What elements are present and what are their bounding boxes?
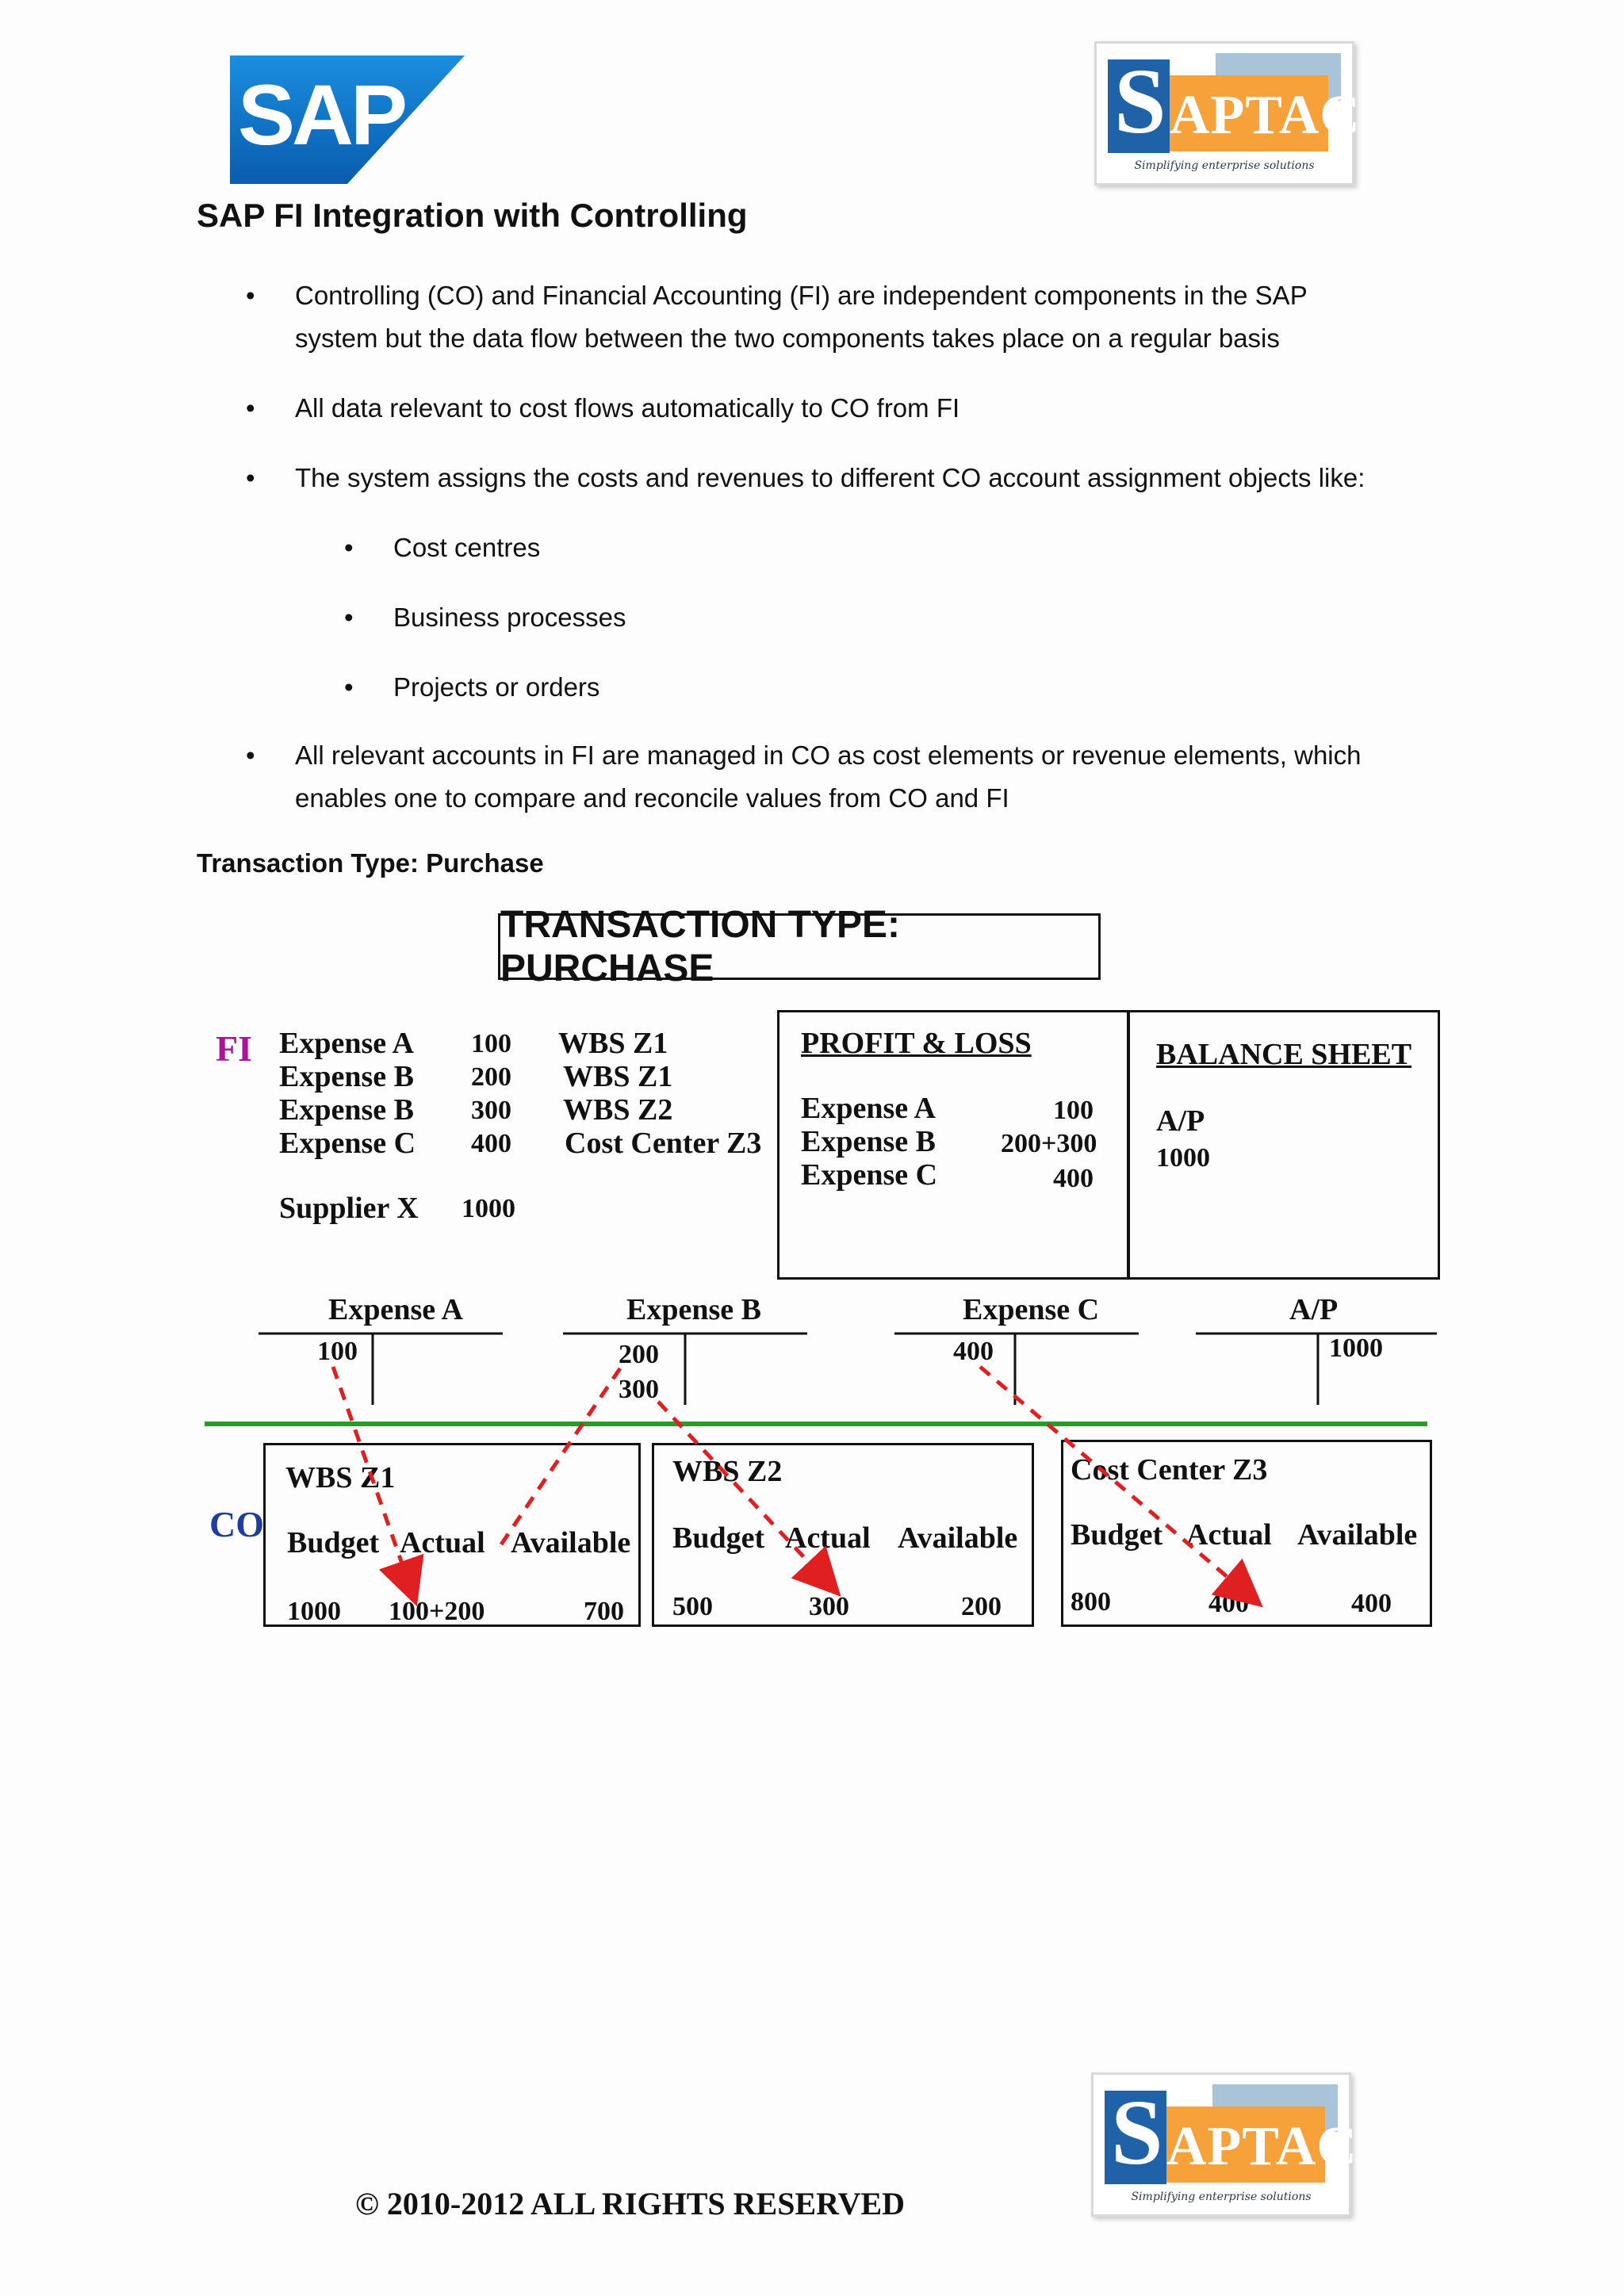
fi-entry-object: WBS Z1 <box>558 1027 668 1060</box>
t-account-title: Expense A <box>328 1293 463 1326</box>
fi-entry-object: WBS Z2 <box>563 1093 673 1127</box>
co-actual-label: Actual <box>400 1526 485 1559</box>
pl-row-label: Expense A <box>801 1092 936 1125</box>
fi-entry-object: WBS Z1 <box>563 1060 673 1093</box>
co-budget-value: 500 <box>672 1592 713 1621</box>
co-available-value: 200 <box>961 1592 1002 1621</box>
profit-loss-title: PROFIT & LOSS <box>801 1027 1032 1060</box>
svg-text:®: ® <box>373 163 386 183</box>
co-tag: CO <box>209 1504 264 1544</box>
fi-entry-account: Expense B <box>279 1060 414 1093</box>
pl-row-value: 100 <box>1053 1096 1094 1125</box>
fi-entry-amount: 100 <box>471 1029 511 1058</box>
bullet-item: • All data relevant to cost flows automatically to CO from FI <box>246 393 960 423</box>
co-budget-value: 800 <box>1071 1587 1111 1617</box>
co-object-title: WBS Z1 <box>285 1461 396 1494</box>
bullet-item: • Controlling (CO) and Financial Accounting (FI) are independent components in the SAP system but the data flow between the two components takes place on a regular basis <box>246 281 1308 353</box>
diagram-title: TRANSACTION TYPE: PURCHASE <box>498 913 1101 980</box>
t-account-debit: 400 <box>953 1337 994 1366</box>
balance-sheet-value: 1000 <box>1156 1143 1210 1173</box>
supplier-label: Supplier X <box>279 1192 419 1225</box>
t-account-title: A/P <box>1289 1293 1339 1326</box>
t-account-debit: 100 <box>317 1337 358 1366</box>
section-label: Transaction Type: Purchase <box>197 848 544 878</box>
co-actual-label: Actual <box>785 1521 871 1555</box>
bullet-item: • The system assigns the costs and revenues to different CO account assignment objects like: <box>246 463 1365 492</box>
co-budget-label: Budget <box>1071 1518 1163 1552</box>
pl-row-label: Expense C <box>801 1158 938 1192</box>
co-object-title: WBS Z2 <box>672 1455 783 1488</box>
sub-bullet-item: • Cost centres <box>344 533 541 562</box>
co-available-value: 700 <box>584 1597 624 1626</box>
t-account-credit: 1000 <box>1329 1334 1383 1363</box>
fi-entry-amount: 300 <box>471 1096 511 1125</box>
sub-bullet-item: • Business processes <box>344 603 626 632</box>
saptac-logo-top: S APTAC Simplifying enterprise solutions <box>1094 41 1354 186</box>
page-title: SAP FI Integration with Controlling <box>197 197 748 234</box>
fi-entry-object: Cost Center Z3 <box>565 1127 762 1160</box>
bullet-item: • All relevant accounts in FI are managed in CO as cost elements or revenue elements, which enables one to compare and reconcile values from CO and FI <box>246 740 1362 813</box>
t-account-debit: 200 <box>619 1340 659 1369</box>
pl-row-label: Expense B <box>801 1125 936 1158</box>
co-budget-label: Budget <box>672 1521 765 1555</box>
co-object-title: Cost Center Z3 <box>1071 1453 1268 1487</box>
t-account-title: Expense B <box>626 1293 761 1326</box>
saptac-logo-bottom: S APTAC Simplifying enterprise solutions <box>1091 2072 1351 2217</box>
co-budget-value: 1000 <box>287 1597 341 1626</box>
fi-entry-account: Expense A <box>279 1027 414 1060</box>
co-available-value: 400 <box>1351 1589 1392 1618</box>
fi-entry-amount: 400 <box>471 1129 511 1158</box>
t-account-title: Expense C <box>963 1293 1100 1326</box>
t-account-debit: 300 <box>619 1375 659 1404</box>
sap-logo <box>230 55 465 184</box>
balance-sheet-title: BALANCE SHEET <box>1156 1038 1412 1071</box>
fi-entry-account: Expense C <box>279 1127 416 1160</box>
supplier-amount: 1000 <box>462 1194 515 1223</box>
pl-row-value: 200+300 <box>1001 1129 1097 1158</box>
sub-bullet-item: • Projects or orders <box>344 672 600 702</box>
co-actual-value: 300 <box>809 1592 849 1621</box>
co-available-label: Available <box>511 1526 631 1559</box>
co-available-label: Available <box>898 1521 1018 1555</box>
fi-entry-amount: 200 <box>471 1062 511 1092</box>
fi-tag: FI <box>216 1028 252 1069</box>
svg-text:SAP: SAP <box>238 67 405 163</box>
footer-copyright: © 2010-2012 ALL RIGHTS RESERVED <box>355 2186 906 2221</box>
balance-sheet-label: A/P <box>1156 1104 1205 1138</box>
fi-entry-account: Expense B <box>279 1093 414 1127</box>
co-available-label: Available <box>1297 1518 1418 1552</box>
co-actual-label: Actual <box>1186 1518 1272 1552</box>
co-actual-value: 400 <box>1208 1589 1249 1618</box>
pl-row-value: 400 <box>1053 1164 1094 1193</box>
co-actual-value: 100+200 <box>389 1597 485 1626</box>
co-budget-label: Budget <box>287 1526 380 1559</box>
